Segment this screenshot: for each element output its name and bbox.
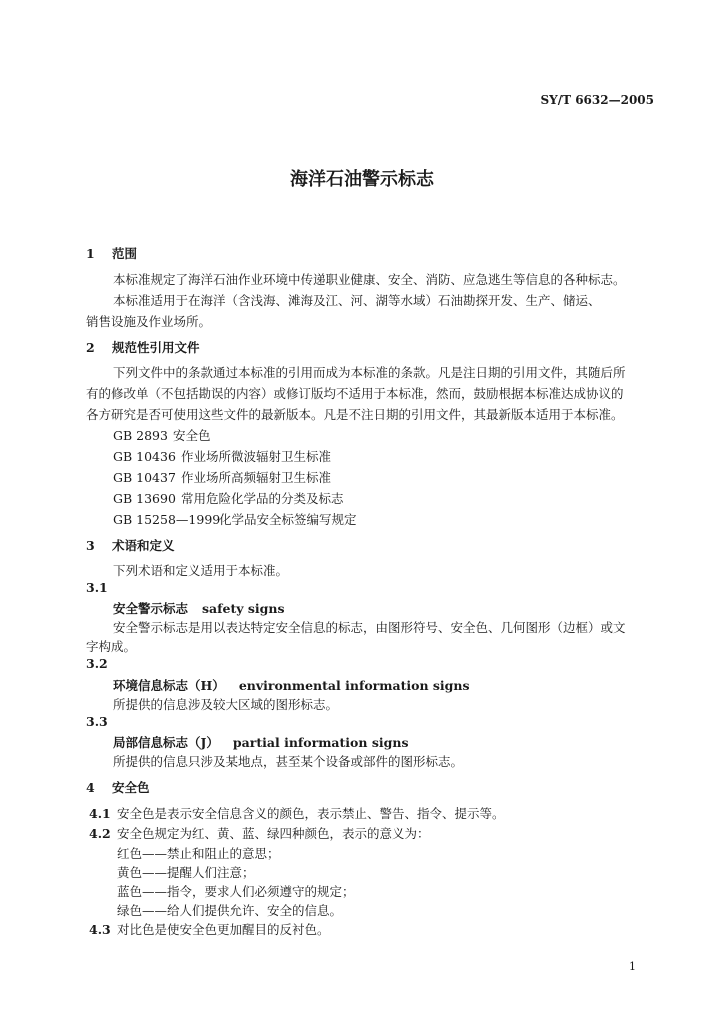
- term-name-cn: 安全警示标志: [113, 601, 189, 616]
- section-1-heading: [86, 244, 137, 262]
- clause-text: 安全色是表示安全信息含义的颜色，表示禁止、警告、指令、提示等。: [117, 806, 505, 821]
- term-name-en: safety signs: [202, 601, 285, 616]
- page-title: 海洋石油警示标志: [290, 169, 434, 190]
- term-name-en: environmental information signs: [238, 678, 470, 693]
- term-name-en: partial information signs: [232, 735, 409, 750]
- section-number: 4: [86, 780, 95, 795]
- reference-item: [113, 468, 331, 486]
- section-title: 范围: [112, 246, 138, 261]
- page-number: 1: [629, 960, 636, 973]
- reference-code: GB 10437: [113, 470, 176, 485]
- term-name-cn: 环境信息标志（H）: [113, 678, 225, 693]
- term-definition-line-1: 安全警示标志是用以表达特定安全信息的标志，由图形符号、安全色、几何图形（边框）或文: [113, 620, 626, 635]
- term-number: 3.2: [86, 656, 108, 671]
- section-1-paragraph-2-line-1: 本标准适用于在海洋（含浅海、滩海及江、河、湖等水域）石油勘探开发、生产、储运、: [113, 293, 601, 308]
- section-2-paragraph-line-1: 下列文件中的条款通过本标准的引用而成为本标准的条款。凡是注日期的引用文件，其随后所: [113, 365, 626, 380]
- term-name-cn: 局部信息标志（J）: [113, 735, 219, 750]
- section-2-heading: [86, 338, 200, 356]
- reference-code: GB 2893: [113, 428, 168, 443]
- safety-color-green: 绿色——给人们提供允许、安全的信息。: [117, 903, 343, 918]
- section-title: 术语和定义: [112, 538, 175, 553]
- section-4-heading: [86, 778, 150, 796]
- section-3-intro: 下列术语和定义适用于本标准。: [113, 563, 289, 578]
- section-2-paragraph-line-2: 有的修改单（不包括勘误的内容）或修订版均不适用于本标准，然而，鼓励根据本标准达成协议的: [86, 386, 624, 401]
- section-3-heading: [86, 536, 175, 554]
- reference-item: [113, 426, 211, 444]
- term-heading: [113, 733, 408, 751]
- reference-code: GB 15258—1999: [113, 512, 221, 527]
- reference-code: GB 10436: [113, 449, 176, 464]
- clause-text: 安全色规定为红、黄、蓝、绿四种颜色，表示的意义为：: [117, 826, 430, 841]
- clause-4-1: [89, 804, 505, 822]
- section-number: 3: [86, 538, 95, 553]
- section-1-paragraph-1: 本标准规定了海洋石油作业环境中传递职业健康、安全、消防、应急逃生等信息的各种标志。: [113, 272, 626, 287]
- section-number: 1: [86, 246, 95, 261]
- reference-name: 安全色: [173, 428, 211, 443]
- reference-item: [113, 447, 331, 465]
- reference-name: 化学品安全标签编写规定: [219, 512, 357, 527]
- section-1-paragraph-2-line-2: 销售设施及作业场所。: [86, 314, 212, 329]
- reference-item: [113, 510, 357, 528]
- safety-color-yellow: 黄色——提醒人们注意；: [117, 865, 255, 880]
- clause-number: 4.2: [89, 826, 111, 841]
- safety-color-red: 红色——禁止和阻止的意思；: [117, 846, 280, 861]
- term-definition-line-2: 字构成。: [86, 639, 137, 654]
- clause-text: 对比色是使安全色更加醒目的反衬色。: [117, 922, 330, 937]
- reference-item: [113, 489, 344, 507]
- reference-name: 常用危险化学品的分类及标志: [181, 491, 344, 506]
- term-heading: [113, 676, 470, 694]
- safety-color-blue: 蓝色——指令，要求人们必须遵守的规定；: [117, 884, 355, 899]
- reference-name: 作业场所高频辐射卫生标准: [181, 470, 332, 485]
- term-number: 3.1: [86, 580, 108, 595]
- term-definition-line-1: 所提供的信息涉及较大区域的图形标志。: [113, 697, 339, 712]
- clause-number: 4.3: [89, 922, 111, 937]
- clause-4-2: [89, 824, 430, 842]
- term-definition-line-1: 所提供的信息只涉及某地点，甚至某个设备或部件的图形标志。: [113, 754, 464, 769]
- section-title: 安全色: [112, 780, 150, 795]
- clause-4-3: [89, 920, 330, 938]
- section-2-paragraph-line-3: 各方研究是否可使用这些文件的最新版本。凡是不注日期的引用文件，其最新版本适用于本标准。: [86, 407, 624, 422]
- reference-code: GB 13690: [113, 491, 176, 506]
- standard-code: SY/T 6632—2005: [540, 93, 654, 107]
- term-heading: [113, 599, 285, 617]
- section-number: 2: [86, 340, 95, 355]
- reference-name: 作业场所微波辐射卫生标准: [181, 449, 332, 464]
- term-number: 3.3: [86, 714, 108, 729]
- clause-number: 4.1: [89, 806, 111, 821]
- section-title: 规范性引用文件: [112, 340, 200, 355]
